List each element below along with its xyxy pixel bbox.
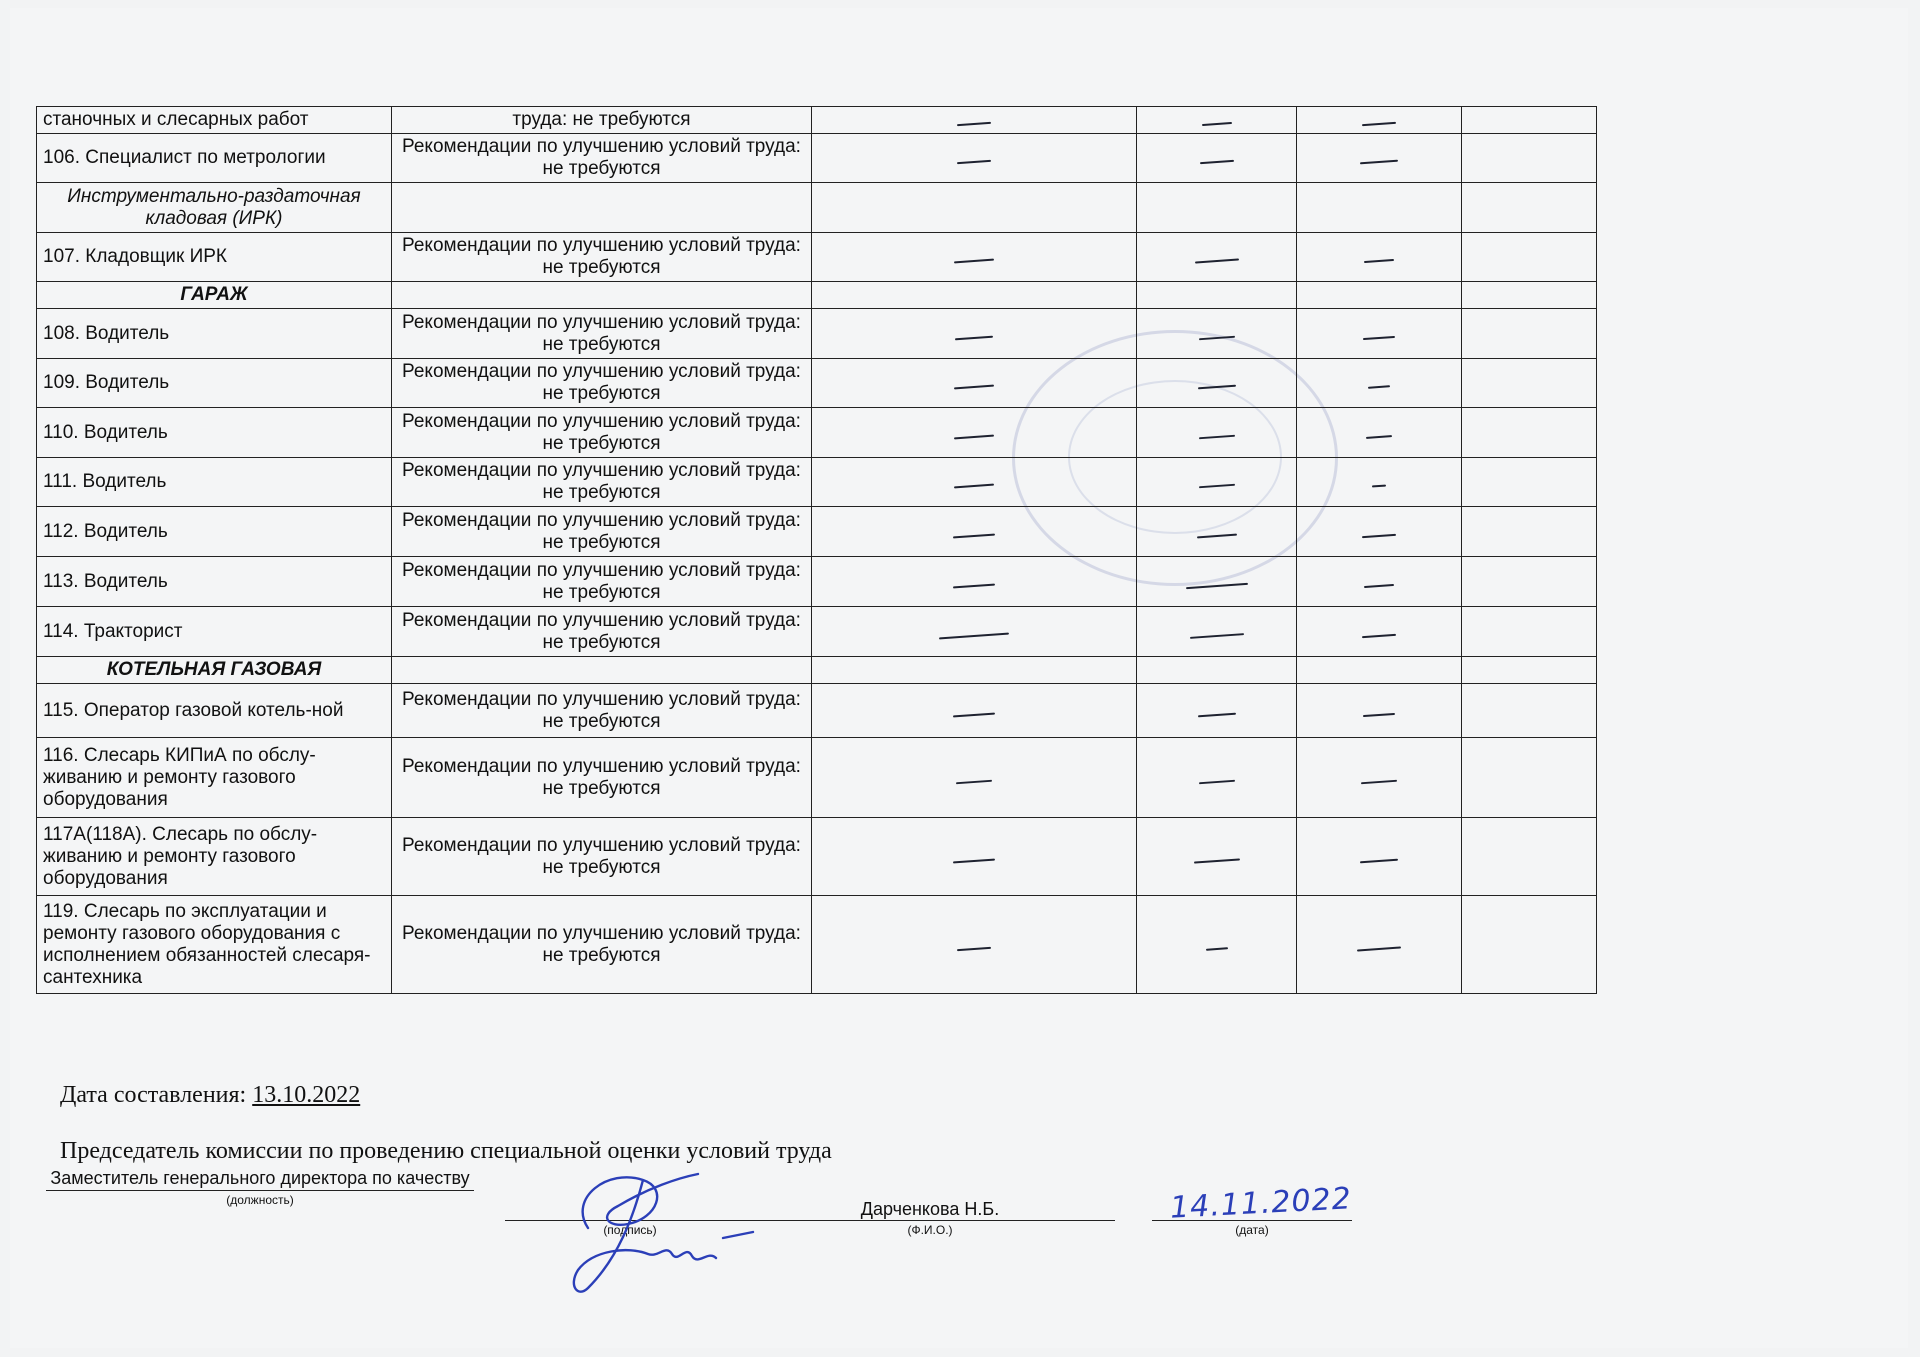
handwritten-dash-cell: [1137, 738, 1297, 818]
handwritten-date: 14.11.2022: [1169, 1181, 1353, 1226]
handwritten-dash-cell: [1297, 507, 1462, 557]
dash-mark: [1198, 335, 1234, 340]
empty-cell: [1462, 233, 1597, 282]
empty-cell: [1137, 282, 1297, 309]
position-cell: 115. Оператор газовой котель-ной: [37, 684, 392, 738]
empty-cell: [1462, 818, 1597, 896]
position-cell: 114. Тракторист: [37, 607, 392, 657]
handwritten-dash-cell: [1137, 309, 1297, 359]
recommendation-cell: Рекомендации по улучшению условий труда: не требуются: [392, 557, 812, 607]
table-row: [37, 818, 1597, 896]
handwritten-dash-cell: [1297, 607, 1462, 657]
dash-mark: [1357, 946, 1401, 951]
signature-caption: (подпись): [603, 1223, 657, 1237]
empty-cell: [1462, 134, 1597, 183]
handwritten-dash-cell: [1297, 359, 1462, 408]
dash-mark: [953, 533, 995, 538]
dash-mark: [1363, 335, 1395, 339]
handwritten-dash-cell: [812, 134, 1137, 183]
handwritten-dash-cell: [1137, 408, 1297, 458]
empty-cell: [1462, 507, 1597, 557]
dash-mark: [1189, 633, 1243, 639]
table-body: [37, 107, 1597, 994]
dash-mark: [1193, 858, 1239, 863]
name-caption: (Ф.И.О.): [907, 1223, 953, 1237]
table-row: [37, 233, 1597, 282]
dash-mark: [1197, 385, 1235, 390]
handwritten-dash-cell: [1137, 557, 1297, 607]
recommendations-table: [36, 106, 1597, 994]
handwritten-dash-cell: [1297, 818, 1462, 896]
empty-cell: [1462, 458, 1597, 507]
dash-mark: [1186, 582, 1248, 588]
handwritten-dash-cell: [812, 896, 1137, 994]
dash-mark: [1194, 258, 1238, 263]
table-row: [37, 309, 1597, 359]
compilation-date-value: 13.10.2022: [252, 1082, 361, 1108]
dash-mark: [1360, 160, 1398, 165]
handwritten-dash-cell: [812, 607, 1137, 657]
handwritten-dash-cell: [812, 359, 1137, 408]
handwritten-dash-cell: [1137, 507, 1297, 557]
recommendation-cell: Рекомендации по улучшению условий труда: не требуются: [392, 738, 812, 818]
dash-mark: [1198, 434, 1234, 439]
recommendation-cell: Рекомендации по улучшению условий труда: не требуются: [392, 818, 812, 896]
dash-mark: [1368, 385, 1390, 389]
position-cell: 113. Водитель: [37, 557, 392, 607]
handwritten-dash-cell: [1297, 738, 1462, 818]
handwritten-dash-cell: [812, 507, 1137, 557]
compilation-date: [60, 1082, 360, 1109]
dash-mark: [1362, 533, 1396, 537]
dash-mark: [1362, 122, 1396, 126]
section-title: ГАРАЖ: [37, 282, 392, 309]
name-value: Дарченкова Н.Б.: [745, 1198, 1115, 1221]
handwritten-dash-cell: [1137, 107, 1297, 134]
recommendation-cell: Рекомендации по улучшению условий труда: не требуются: [392, 607, 812, 657]
handwritten-dash-cell: [812, 818, 1137, 896]
handwritten-dash-cell: [812, 684, 1137, 738]
dash-mark: [957, 946, 991, 950]
handwritten-dash-cell: [1297, 134, 1462, 183]
empty-cell: [812, 657, 1137, 684]
empty-cell: [812, 282, 1137, 309]
handwritten-dash-cell: [812, 557, 1137, 607]
handwritten-dash-cell: [1297, 458, 1462, 507]
dash-mark: [1360, 858, 1398, 863]
table-row: [37, 134, 1597, 183]
empty-cell: [392, 282, 812, 309]
position-cell: 106. Специалист по метрологии: [37, 134, 392, 183]
table-row: [37, 458, 1597, 507]
handwritten-dash-cell: [812, 738, 1137, 818]
recommendation-cell: Рекомендации по улучшению условий труда: не требуются: [392, 458, 812, 507]
date-caption: (дата): [1235, 1223, 1269, 1237]
handwritten-dash-cell: [1297, 408, 1462, 458]
empty-cell: [1297, 183, 1462, 233]
handwritten-dash-cell: [1297, 684, 1462, 738]
empty-cell: [812, 183, 1137, 233]
section-title: КОТЕЛЬНАЯ ГАЗОВАЯ: [37, 657, 392, 684]
empty-cell: [1462, 738, 1597, 818]
empty-cell: [1462, 657, 1597, 684]
empty-cell: [1462, 359, 1597, 408]
dash-mark: [957, 122, 991, 126]
empty-cell: [392, 657, 812, 684]
dash-mark: [1201, 122, 1231, 126]
dash-mark: [1199, 160, 1233, 164]
position-cell: 119. Слесарь по эксплуатации и ремонту газового оборудования с исполнением обязанностей слесаря-сантехника: [37, 896, 392, 994]
handwritten-dash-cell: [1137, 818, 1297, 896]
table-row: [37, 684, 1597, 738]
recommendation-cell: Рекомендации по улучшению условий труда: не требуются: [392, 896, 812, 994]
handwritten-dash-cell: [1137, 607, 1297, 657]
empty-cell: [392, 183, 812, 233]
section-header-row: [37, 282, 1597, 309]
table-row: [37, 607, 1597, 657]
empty-cell: [1137, 183, 1297, 233]
table-row: [37, 896, 1597, 994]
handwritten-dash-cell: [1297, 557, 1462, 607]
empty-cell: [1462, 408, 1597, 458]
dash-mark: [954, 259, 994, 264]
recommendation-cell: Рекомендации по улучшению условий труда: не требуются: [392, 507, 812, 557]
recommendation-cell: труда: не требуются: [392, 107, 812, 134]
empty-cell: [1462, 896, 1597, 994]
position-field: [46, 1166, 474, 1207]
position-cell: 108. Водитель: [37, 309, 392, 359]
dash-mark: [953, 712, 995, 717]
dash-mark: [1363, 712, 1395, 716]
table-row: [37, 557, 1597, 607]
handwritten-dash-cell: [812, 408, 1137, 458]
dash-mark: [953, 583, 995, 588]
handwritten-dash-cell: [1137, 359, 1297, 408]
dash-mark: [1205, 947, 1227, 951]
dash-mark: [939, 632, 1009, 639]
commission-chair-title: Председатель комиссии по проведению специальной оценки условий труда: [60, 1138, 832, 1164]
recommendation-cell: Рекомендации по улучшению условий труда: не требуются: [392, 408, 812, 458]
dash-mark: [1364, 583, 1394, 587]
handwritten-dash-cell: [1137, 233, 1297, 282]
dash-mark: [1366, 435, 1392, 439]
recommendation-cell: Рекомендации по улучшению условий труда: не требуются: [392, 309, 812, 359]
name-field: [745, 1198, 1115, 1237]
recommendation-cell: Рекомендации по улучшению условий труда: не требуются: [392, 134, 812, 183]
dash-mark: [1196, 533, 1236, 538]
empty-cell: [1462, 183, 1597, 233]
handwritten-dash-cell: [1137, 458, 1297, 507]
dash-mark: [1372, 485, 1386, 488]
position-value: Заместитель генерального директора по качеству: [46, 1166, 474, 1191]
dash-mark: [954, 484, 994, 489]
section-title: Инструментально-раздаточная кладовая (ИРК): [37, 183, 392, 233]
dash-mark: [1362, 633, 1396, 637]
handwritten-dash-cell: [812, 309, 1137, 359]
dash-mark: [956, 779, 992, 784]
dash-mark: [957, 160, 991, 164]
empty-cell: [1462, 684, 1597, 738]
position-cell: станочных и слесарных работ: [37, 107, 392, 134]
dash-mark: [1198, 779, 1234, 784]
handwritten-dash-cell: [1297, 896, 1462, 994]
dash-mark: [955, 335, 993, 340]
dash-mark: [954, 385, 994, 390]
handwritten-dash-cell: [1297, 233, 1462, 282]
table-row: [37, 507, 1597, 557]
empty-cell: [1462, 309, 1597, 359]
table-row: [37, 359, 1597, 408]
dash-mark: [954, 434, 994, 439]
position-cell: 110. Водитель: [37, 408, 392, 458]
position-cell: 116. Слесарь КИПиА по обслу-живанию и ремонту газового оборудования: [37, 738, 392, 818]
table-row: [37, 408, 1597, 458]
handwritten-dash-cell: [812, 233, 1137, 282]
position-caption: (должность): [226, 1193, 294, 1207]
handwritten-dash-cell: [1137, 896, 1297, 994]
table-row: [37, 107, 1597, 134]
empty-cell: [1462, 557, 1597, 607]
handwritten-dash-cell: [1297, 107, 1462, 134]
section-header-row: [37, 657, 1597, 684]
dash-mark: [1364, 259, 1394, 263]
table-row: [37, 738, 1597, 818]
compilation-date-label: Дата составления:: [60, 1082, 247, 1108]
position-cell: 112. Водитель: [37, 507, 392, 557]
empty-cell: [1462, 282, 1597, 309]
empty-cell: [1462, 607, 1597, 657]
empty-cell: [1297, 657, 1462, 684]
recommendation-cell: Рекомендации по улучшению условий труда: не требуются: [392, 359, 812, 408]
position-cell: 107. Кладовщик ИРК: [37, 233, 392, 282]
dash-mark: [1197, 712, 1235, 717]
handwritten-dash-cell: [812, 458, 1137, 507]
recommendation-cell: Рекомендации по улучшению условий труда: не требуются: [392, 684, 812, 738]
empty-cell: [1462, 107, 1597, 134]
dash-mark: [1361, 779, 1397, 784]
position-cell: 117А(118А). Слесарь по обслу-живанию и ремонту газового оборудования: [37, 818, 392, 896]
dash-mark: [1198, 484, 1234, 489]
handwritten-dash-cell: [1137, 134, 1297, 183]
empty-cell: [1137, 657, 1297, 684]
empty-cell: [1297, 282, 1462, 309]
handwritten-dash-cell: [1297, 309, 1462, 359]
position-cell: 109. Водитель: [37, 359, 392, 408]
handwritten-signature: [548, 1158, 788, 1308]
section-header-row: [37, 183, 1597, 233]
dash-mark: [953, 858, 995, 863]
handwritten-dash-cell: [812, 107, 1137, 134]
position-cell: 111. Водитель: [37, 458, 392, 507]
handwritten-dash-cell: [1137, 684, 1297, 738]
recommendation-cell: Рекомендации по улучшению условий труда: не требуются: [392, 233, 812, 282]
